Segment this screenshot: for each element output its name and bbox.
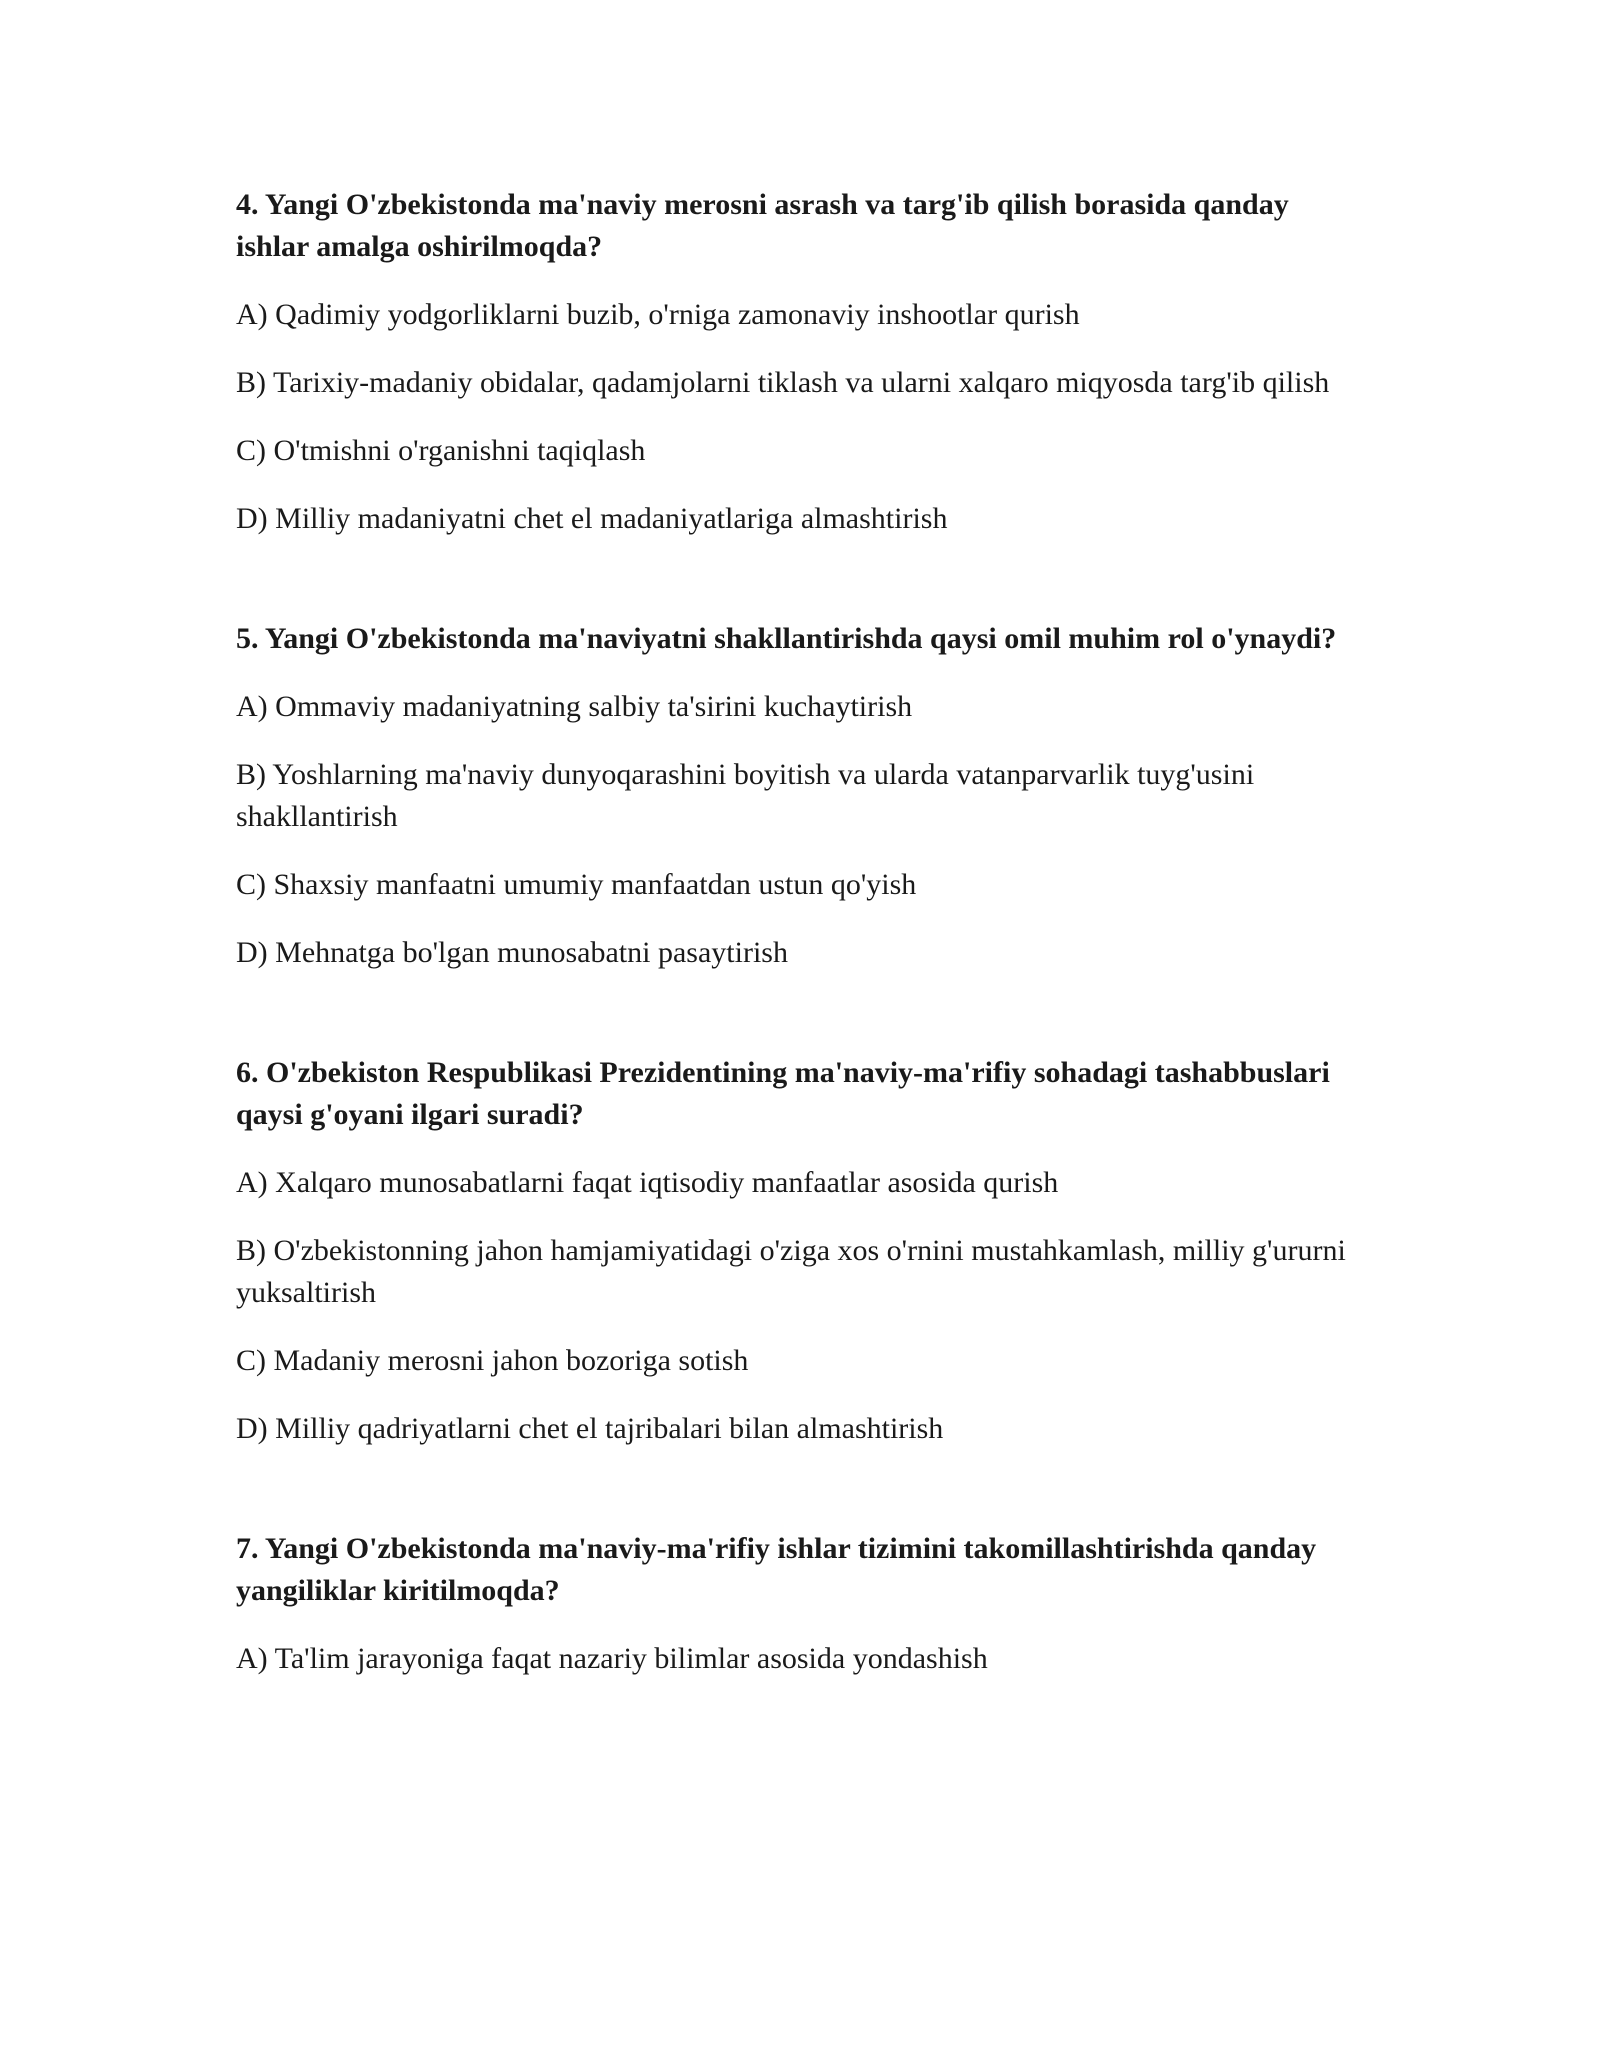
answer-option-d: D) Milliy qadriyatlarni chet el tajribalari bilan almashtirish: [236, 1412, 944, 1445]
answer-option-c: C) Shaxsiy manfaatni umumiy manfaatdan ustun qo'yish: [236, 868, 917, 901]
answer-option-c: C) Madaniy merosni jahon bozoriga sotish: [236, 1344, 749, 1377]
question-title: 4. Yangi O'zbekistonda ma'naviy merosni asrash va targ'ib qilish borasida qanday ishlar amalga oshirilmoqda?: [236, 188, 1289, 263]
answer-option-b: B) Yoshlarning ma'naviy dunyoqarashini boyitish va ularda vatanparvarlik tuyg'usini shakllantirish: [236, 758, 1255, 833]
question-7: [236, 1528, 1366, 1680]
answer-option-c: C) O'tmishni o'rganishni taqiqlash: [236, 434, 646, 467]
answer-option-d: D) Mehnatga bo'lgan munosabatni pasaytirish: [236, 936, 788, 969]
answer-option-a: A) Ommaviy madaniyatning salbiy ta'sirini kuchaytirish: [236, 690, 913, 723]
question-5: [236, 618, 1366, 974]
question-title: 6. O'zbekiston Respublikasi Prezidentining ma'naviy-ma'rifiy sohadagi tashabbuslari qaysi g'oyani ilgari suradi?: [236, 1056, 1330, 1131]
answer-option-a: A) Ta'lim jarayoniga faqat nazariy bilimlar asosida yondashish: [236, 1642, 988, 1675]
answer-option-b: B) Tarixiy-madaniy obidalar, qadamjolarni tiklash va ularni xalqaro miqyosda targ'ib qilish: [236, 366, 1330, 399]
answer-option-b: B) O'zbekistonning jahon hamjamiyatidagi o'ziga xos o'rnini mustahkamlash, milliy g'ururni yuksaltirish: [236, 1234, 1346, 1309]
answer-option-a: A) Qadimiy yodgorliklarni buzib, o'rniga zamonaviy inshootlar qurish: [236, 298, 1080, 331]
question-title: 5. Yangi O'zbekistonda ma'naviyatni shakllantirishda qaysi omil muhim rol o'ynaydi?: [236, 622, 1337, 655]
question-title: 7. Yangi O'zbekistonda ma'naviy-ma'rifiy ishlar tizimini takomillashtirishda qanday yangiliklar kiritilmoqda?: [236, 1532, 1317, 1607]
answer-option-a: A) Xalqaro munosabatlarni faqat iqtisodiy manfaatlar asosida qurish: [236, 1166, 1059, 1199]
answer-option-d: D) Milliy madaniyatni chet el madaniyatlariga almashtirish: [236, 502, 948, 535]
question-6: [236, 1052, 1366, 1450]
document-page: [236, 184, 1366, 1758]
question-4: [236, 184, 1366, 540]
